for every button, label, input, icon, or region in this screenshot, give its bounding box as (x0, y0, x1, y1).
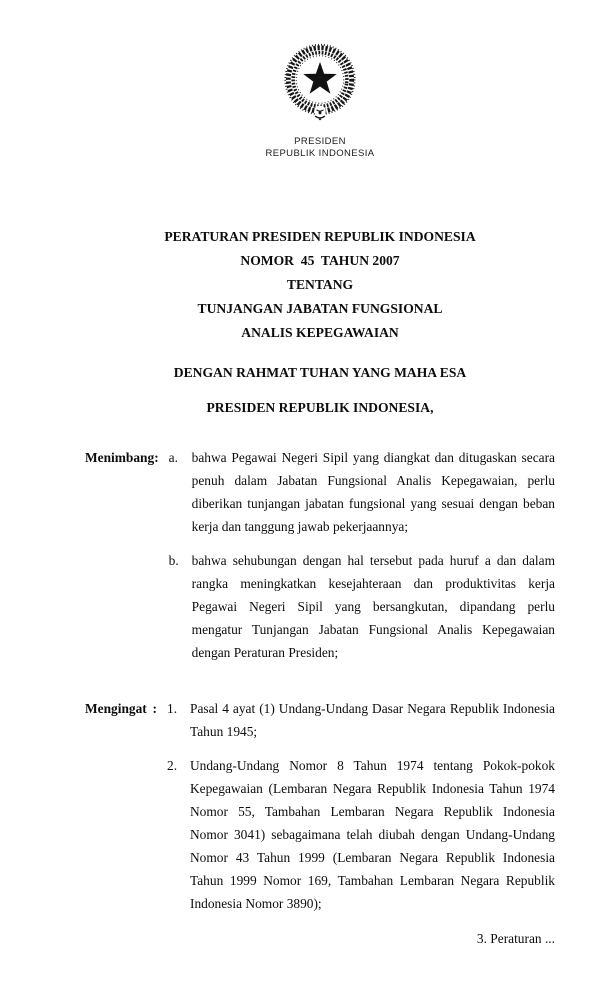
menimbang-items (169, 446, 555, 664)
subject-line-2: ANALIS KEPEGAWAIAN (241, 325, 399, 340)
letterhead (85, 40, 555, 159)
item-text: Pasal 4 ayat (1) Undang-Undang Dasar Negara Republik Indonesia Tahun 1945; (190, 701, 555, 739)
item-marker: a. (168, 450, 178, 465)
menimbang-label-text: Menimbang (85, 450, 155, 465)
star-icon (303, 62, 336, 94)
regulation-number: NOMOR 45 TAHUN 2007 (240, 253, 400, 268)
menimbang-section (85, 446, 555, 664)
item-marker: 1. (167, 701, 178, 716)
regulation-title: PERATURAN PRESIDEN REPUBLIK INDONESIA (164, 229, 476, 244)
menimbang-colon: : (154, 450, 159, 465)
mengingat-colon: : (152, 701, 157, 716)
subject-line-1: TUNJANGAN JABATAN FUNGSIONAL (197, 301, 443, 316)
presidential-emblem-icon (276, 40, 364, 126)
enacting-authority-line: PRESIDEN REPUBLIK INDONESIA, (206, 400, 434, 415)
item-marker: b. (168, 553, 179, 568)
mengingat-item-2 (167, 754, 555, 915)
mengingat-item-1 (167, 697, 555, 743)
item-text: bahwa sehubungan dengan hal tersebut pada huruf a dan dalam rangka meningkatkan kesejahteraan dan produktivitas kerja Pegawai Negeri Sipil yang bersangkutan, dipandang perlu mengatur Tunjangan Jabatan Fungsional Analis Kepegawaian dengan Peraturan Presiden; (191, 553, 555, 660)
tentang-label: TENTANG (286, 277, 354, 292)
mengingat-label (85, 697, 157, 720)
item-marker: 2. (167, 758, 178, 773)
item-text: Undang-Undang Nomor 8 Tahun 1974 tentang Pokok-pokok Kepegawaian (Lembaran Negara Republik Indonesia Tahun 1974 Nomor 55, Tambahan Lembaran Negara Republik Indonesia Nomor 3041) sebagaimana telah diubah dengan Undang-Undang Nomor 43 Tahun 1999 (Lembaran Negara Republik Indonesia Tahun 1999 Nomor 169, Tambahan Lembaran Negara Republik Indonesia Nomor 3890); (190, 758, 555, 911)
title-block (85, 225, 555, 345)
menimbang-item-a (169, 446, 555, 538)
letterhead-republik-indonesia: REPUBLIK INDONESIA (265, 147, 375, 159)
letterhead-presiden: PRESIDEN (294, 136, 346, 147)
page-catchword: 3. Peraturan ... (476, 931, 555, 946)
mengingat-section (85, 697, 555, 915)
wreath-ribbon-icon (314, 105, 325, 119)
item-text: bahwa Pegawai Negeri Sipil yang diangkat dan ditugaskan secara penuh dalam Jabatan Fungsional Analis Kepegawaian, perlu diberikan tunjangan jabatan fungsional yang sesuai dengan beban kerja dan tanggung jawab pekerjaannya; (191, 450, 555, 534)
menimbang-item-b (169, 549, 555, 664)
letterhead-text (85, 136, 555, 159)
invocation-line: DENGAN RAHMAT TUHAN YANG MAHA ESA (173, 365, 467, 380)
mengingat-label-text: Mengingat (85, 701, 147, 716)
menimbang-label (85, 446, 159, 469)
mengingat-items (167, 697, 555, 915)
